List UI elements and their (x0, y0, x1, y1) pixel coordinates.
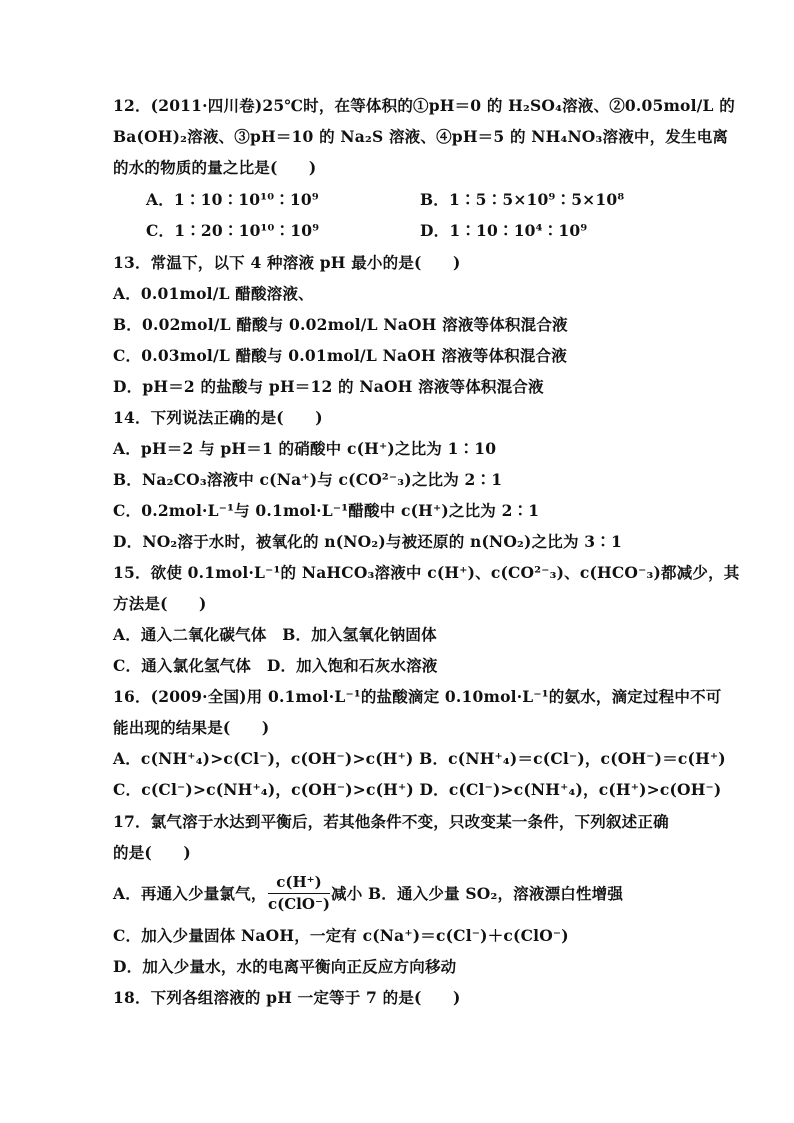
q12-option-d: D．1∶10∶10⁴∶10⁹ (420, 221, 588, 240)
q17-fraction-numerator: c(H⁺) (268, 873, 330, 894)
q15-options-ab: A．通入二氧化碳气体 B．加入氢氧化钠固体 (113, 625, 437, 644)
q12-option-c: C．1∶20∶10¹⁰∶10⁹ (146, 221, 320, 240)
q14-stem: 14．下列说法正确的是( ) (113, 408, 323, 427)
q17-option-c: C．加入少量固体 NaOH，一定有 c(Na⁺)＝c(Cl⁻)＋c(ClO⁻) (113, 926, 569, 945)
q17-fraction-denominator: c(ClO⁻) (268, 895, 330, 913)
q16-options-ab: A．c(NH⁺₄)>c(Cl⁻)，c(OH⁻)>c(H⁺) B．c(NH⁺₄)＝c(Cl⁻)，c(OH⁻)＝c(H⁺) (113, 749, 726, 768)
q14-option-d: D．NO₂溶于水时，被氧化的 n(NO₂)与被还原的 n(NO₂)之比为 3∶1 (113, 532, 622, 551)
q12-line2: Ba(OH)₂溶液、③pH＝10 的 Na₂S 溶液、④pH＝5 的 NH₄NO₃溶液中，发生电离 (113, 127, 729, 146)
q12-line3: 的水的物质的量之比是( ) (113, 158, 317, 177)
q17-line2: 的是( ) (113, 843, 191, 862)
q12-option-b: B．1∶5∶5×10⁹∶5×10⁸ (420, 190, 625, 209)
q18-stem: 18．下列各组溶液的 pH 一定等于 7 的是( ) (113, 988, 461, 1007)
q13-stem: 13．常温下，以下 4 种溶液 pH 最小的是( ) (113, 253, 461, 272)
q14-option-c: C．0.2mol·L⁻¹与 0.1mol·L⁻¹醋酸中 c(H⁺)之比为 2∶1 (113, 501, 540, 520)
q13-option-d: D．pH＝2 的盐酸与 pH＝12 的 NaOH 溶液等体积混合液 (113, 377, 544, 396)
q16-line2: 能出现的结果是( ) (113, 718, 270, 737)
q12-line1: 12．(2011·四川卷)25℃时，在等体积的①pH＝0 的 H₂SO₄溶液、②0.05mol/L 的 (113, 96, 735, 115)
q13-option-c: C．0.03mol/L 醋酸与 0.01mol/L NaOH 溶液等体积混合液 (113, 346, 567, 365)
q12-option-a: A．1∶10∶10¹⁰∶10⁹ (146, 190, 319, 209)
q16-options-cd: C．c(Cl⁻)>c(NH⁺₄)，c(OH⁻)>c(H⁺) D．c(Cl⁻)>c(NH⁺₄)，c(H⁺)>c(OH⁻) (113, 780, 722, 799)
q17-line1: 17．氯气溶于水达到平衡后，若其他条件不变，只改变某一条件，下列叙述正确 (113, 812, 669, 831)
q17-option-d: D．加入少量水，水的电离平衡向正反应方向移动 (113, 957, 457, 976)
q14-option-b: B．Na₂CO₃溶液中 c(Na⁺)与 c(CO²⁻₃)之比为 2∶1 (113, 470, 503, 489)
q15-line2: 方法是( ) (113, 594, 207, 613)
q15-line1: 15．欲使 0.1mol·L⁻¹的 NaHCO₃溶液中 c(H⁺)、c(CO²⁻₃)、c(HCO⁻₃)都减少，其 (113, 563, 740, 582)
q17-option-a-prefix: A．再通入少量氯气， (113, 884, 267, 903)
q13-option-a: A．0.01mol/L 醋酸溶液、 (113, 284, 314, 303)
q13-option-b: B．0.02mol/L 醋酸与 0.02mol/L NaOH 溶液等体积混合液 (113, 315, 568, 334)
q17-option-a-suffix: 减小 B．通入少量 SO₂，溶液漂白性增强 (331, 884, 624, 903)
q14-option-a: A．pH＝2 与 pH＝1 的硝酸中 c(H⁺)之比为 1∶10 (113, 439, 497, 458)
q17-fraction (268, 873, 330, 914)
q16-line1: 16．(2009·全国)用 0.1mol·L⁻¹的盐酸滴定 0.10mol·L⁻¹的氨水，滴定过程中不可 (113, 687, 722, 706)
q15-options-cd: C．通入氯化氢气体 D．加入饱和石灰水溶液 (113, 656, 438, 675)
